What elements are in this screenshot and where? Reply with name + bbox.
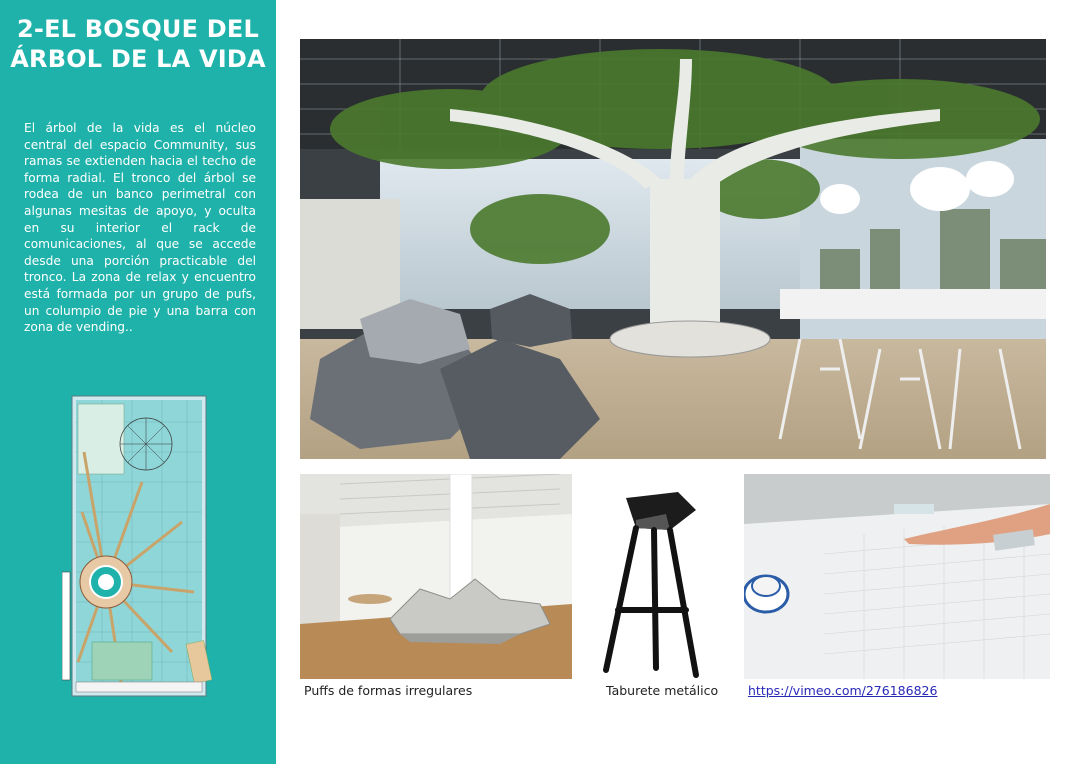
metal-stool-photo: [596, 490, 706, 680]
interactive-table-photo: [744, 474, 1050, 679]
floor-plan-image: [62, 392, 212, 704]
vimeo-link[interactable]: https://vimeo.com/276186826: [748, 683, 938, 698]
stool-caption: Taburete metálico: [606, 683, 719, 698]
sidebar-panel: [0, 0, 276, 764]
pufs-caption: Puffs de formas irregulares: [304, 683, 473, 698]
description-text: El árbol de la vida es el núcleo central del espacio Community, sus ramas se extienden hacia el techo de forma radial. El tronco del árbol se rodea de un banco perimetral con algunas mesitas de apoyo, y oculta en su interior el rack de comunicaciones, al que se accede desde una porción practicable del tronco. La zona de relax y encuentro está formada por un grupo de pufs, un columpio de pie y una barra con zona de vending..: [24, 121, 256, 335]
page-title: 2-EL BOSQUE DEL ÁRBOL DE LA VIDA: [10, 15, 266, 73]
tree-of-life-rendering: [300, 39, 1046, 459]
pufs-photo: [300, 474, 572, 679]
